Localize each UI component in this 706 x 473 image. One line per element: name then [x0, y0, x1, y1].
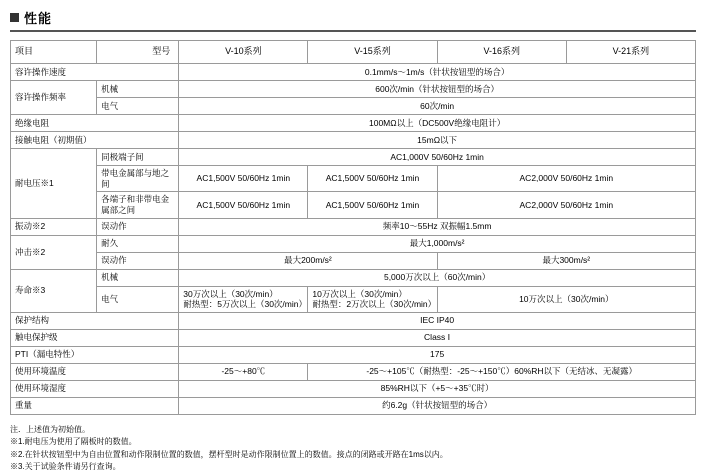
table-row: [11, 286, 696, 312]
row-sublabel: 误动作: [97, 252, 179, 269]
row-label: 重量: [11, 397, 179, 414]
table-cell: 最大300m/s²: [437, 252, 695, 269]
performance-spec-table: [10, 40, 696, 415]
table-cell: 100MΩ以上（DC500V绝缘电阻计）: [179, 115, 696, 132]
page-title: 性能: [24, 11, 53, 26]
row-label: 容许操作频率: [11, 81, 97, 115]
table-cell: -25～+105℃（耐热型：-25～+150℃）60%RH以下（无结冰、无凝露）: [308, 363, 696, 380]
footnote-1: ※1.耐电压为使用了隔板时的数值。: [10, 437, 137, 447]
table-cell: AC2,000V 50/60Hz 1min: [437, 192, 695, 218]
table-row: [11, 363, 696, 380]
footnotes: [10, 424, 696, 473]
table-row: [11, 397, 696, 414]
table-row: [11, 64, 696, 81]
table-cell: -25～+80℃: [179, 363, 308, 380]
column-header: V-15系列: [308, 41, 437, 64]
row-label: 接触电阻（初期值）: [11, 132, 179, 149]
table-cell: 10万次以上（30次/min）: [437, 286, 695, 312]
table-cell: AC1,000V 50/60Hz 1min: [179, 149, 696, 166]
row-label: 振动※2: [11, 218, 97, 235]
table-row: [11, 312, 696, 329]
table-cell: AC1,500V 50/60Hz 1min: [308, 166, 437, 192]
table-cell: 最大200m/s²: [179, 252, 437, 269]
table-row: [11, 81, 696, 98]
table-cell: 最大1,000m/s²: [179, 235, 696, 252]
table-row: [11, 166, 696, 192]
table-row: [11, 329, 696, 346]
square-bullet-icon: [10, 13, 19, 22]
row-label: 耐电压※1: [11, 149, 97, 219]
column-header: V-10系列: [179, 41, 308, 64]
column-header: 项目: [11, 41, 97, 64]
column-header: V-16系列: [437, 41, 566, 64]
row-sublabel: 电气: [97, 286, 179, 312]
table-cell: AC1,500V 50/60Hz 1min: [179, 192, 308, 218]
table-cell: 15mΩ以下: [179, 132, 696, 149]
row-sublabel: 机械: [97, 269, 179, 286]
footnote-2: ※2.在针状按钮型中为自由位置和动作限制位置的数值，摆杆型时是动作限制位置上的数值。接点的闭路或开路在1ms以内。: [10, 449, 448, 459]
column-header: V-21系列: [566, 41, 695, 64]
row-sublabel: 机械: [97, 81, 179, 98]
table-cell: 85%RH以下（+5～+35℃时）: [179, 380, 696, 397]
table-cell: 600次/min（针状按钮型的场合）: [179, 81, 696, 98]
row-label: PTI（漏电特性）: [11, 346, 179, 363]
column-header: 型号: [97, 41, 179, 64]
table-row: [11, 218, 696, 235]
table-cell: 10万次以上（30次/min） 耐热型：2万次以上（30次/min）: [308, 286, 437, 312]
row-label: 使用环境温度: [11, 363, 179, 380]
footnote-3: ※3.关于试验条件请另行查询。: [10, 461, 121, 471]
table-row: [11, 346, 696, 363]
row-label: 使用环境湿度: [11, 380, 179, 397]
table-cell: IEC IP40: [179, 312, 696, 329]
table-cell: Class Ⅰ: [179, 329, 696, 346]
row-sublabel: 各端子和非带电金属部之间: [97, 192, 179, 218]
section-header: [10, 8, 696, 32]
table-cell: 约6.2g（针状按钮型的场合）: [179, 397, 696, 414]
table-cell: AC1,500V 50/60Hz 1min: [179, 166, 308, 192]
table-row: [11, 132, 696, 149]
table-cell: 30万次以上（30次/min） 耐热型：5万次以上（30次/min）: [179, 286, 308, 312]
row-sublabel: 同极端子间: [97, 149, 179, 166]
table-cell: AC2,000V 50/60Hz 1min: [437, 166, 695, 192]
table-row: [11, 98, 696, 115]
row-sublabel: 耐久: [97, 235, 179, 252]
table-row: [11, 380, 696, 397]
table-row: [11, 235, 696, 252]
table-cell: 60次/min: [179, 98, 696, 115]
table-row: [11, 252, 696, 269]
row-label: 保护结构: [11, 312, 179, 329]
table-row: [11, 149, 696, 166]
table-header-row: [11, 41, 696, 64]
table-row: [11, 269, 696, 286]
table-row: [11, 192, 696, 218]
row-label: 绝缘电阻: [11, 115, 179, 132]
row-sublabel: 电气: [97, 98, 179, 115]
footnote-0: 注．上述值为初始值。: [10, 424, 90, 434]
table-cell: 175: [179, 346, 696, 363]
row-label: 寿命※3: [11, 269, 97, 312]
table-row: [11, 115, 696, 132]
row-sublabel: 误动作: [97, 218, 179, 235]
table-cell: 5,000万次以上（60次/min）: [179, 269, 696, 286]
table-cell: 0.1mm/s～1m/s（针状按钮型的场合）: [179, 64, 696, 81]
row-label: 触电保护级: [11, 329, 179, 346]
table-cell: 频率10～55Hz 双振幅1.5mm: [179, 218, 696, 235]
row-label: 冲击※2: [11, 235, 97, 269]
row-label: 容许操作速度: [11, 64, 179, 81]
table-cell: AC1,500V 50/60Hz 1min: [308, 192, 437, 218]
row-sublabel: 带电金属部与地之间: [97, 166, 179, 192]
